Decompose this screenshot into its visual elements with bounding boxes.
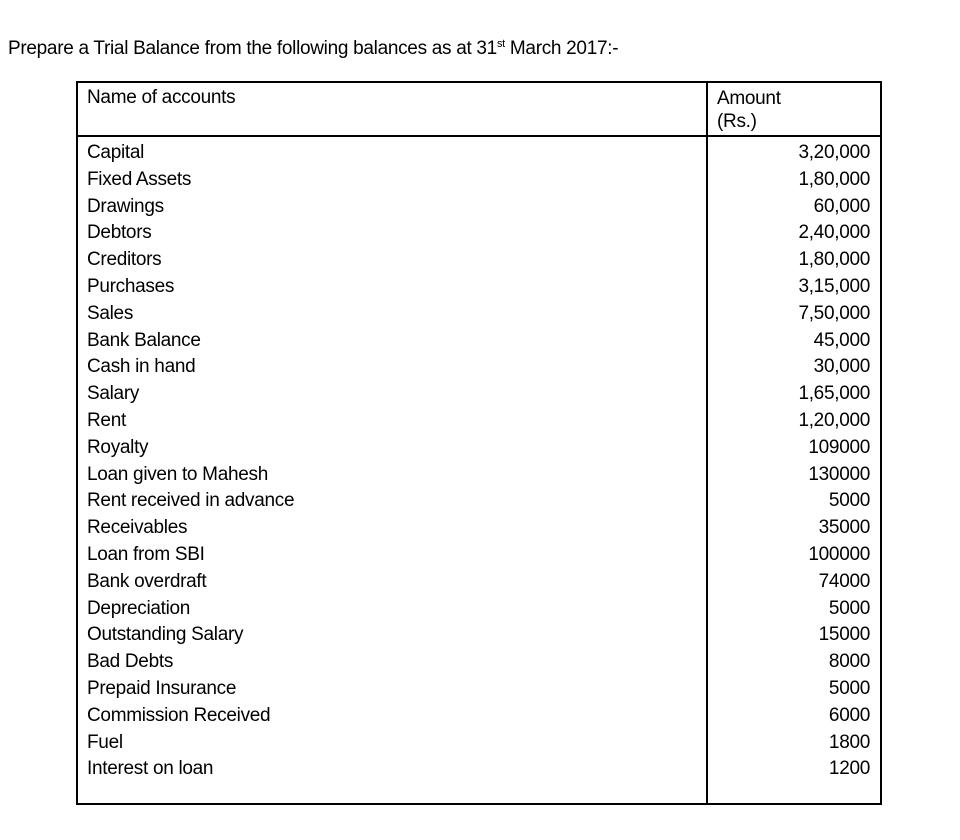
table-row [78,381,880,408]
account-amount: 130000 [808,463,870,485]
account-amount: 3,20,000 [798,142,870,163]
account-name: Cash in hand [87,356,196,378]
table-row [78,515,880,542]
account-amount: 6000 [828,704,870,726]
account-name: Sales [87,302,134,324]
account-name: Rent received in advance [87,490,295,512]
account-name: Bank overdraft [87,570,207,592]
heading-suffix: March 2017:- [504,38,619,59]
table-row [78,462,880,489]
table-row [78,301,880,328]
heading-prefix: Prepare a Trial Balance from the following balances as at 31 [8,38,497,59]
account-name: Outstanding Salary [87,624,244,646]
account-amount: 15000 [818,624,870,646]
table-row [78,435,880,462]
account-name: Fuel [87,731,123,753]
header-name-of-accounts: Name of accounts [87,87,236,108]
heading-superscript: st [496,38,505,50]
account-name: Loan from SBI [87,543,205,565]
account-amount: 1,65,000 [798,383,870,405]
header-divider [78,135,880,137]
account-name: Bad Debts [87,651,174,673]
account-name: Receivables [87,517,188,539]
table-row [78,140,880,167]
table-row [78,730,880,757]
table-body [78,140,880,783]
table-row [78,622,880,649]
table-row [78,274,880,301]
account-amount: 35000 [818,517,870,539]
account-name: Purchases [87,275,175,297]
account-name: Creditors [87,249,162,271]
account-amount: 5000 [828,597,870,619]
account-amount: 45,000 [813,329,870,351]
account-amount: 5000 [828,677,870,699]
table-row [78,194,880,221]
account-amount: 1,20,000 [798,409,870,431]
table-row [78,247,880,274]
table-row [78,220,880,247]
table-row [78,328,880,355]
account-amount: 3,15,000 [798,275,870,297]
account-name: Fixed Assets [87,168,192,190]
table-row [78,649,880,676]
account-amount: 1,80,000 [798,168,870,190]
account-name: Loan given to Mahesh [87,463,268,485]
account-amount: 109000 [808,436,870,458]
account-amount: 2,40,000 [798,222,870,244]
account-amount: 1,80,000 [798,249,870,271]
table-row [78,596,880,623]
account-name: Rent [87,409,126,431]
table-row [78,703,880,730]
table-row [78,676,880,703]
table-row [78,756,880,783]
account-amount: 8000 [828,651,870,673]
table-row [78,408,880,435]
table-row [78,569,880,596]
header-amount [717,87,781,133]
account-amount: 100000 [808,543,870,565]
account-amount: 74000 [818,570,870,592]
header-amount-line2: (Rs.) [717,111,757,132]
account-amount: 60,000 [813,195,870,217]
table-row [78,354,880,381]
table-row [78,488,880,515]
account-name: Salary [87,383,140,405]
account-name: Depreciation [87,597,191,619]
account-amount: 1800 [828,731,870,753]
account-name: Bank Balance [87,329,201,351]
account-amount: 5000 [828,490,870,512]
account-name: Commission Received [87,704,271,726]
account-amount: 1200 [828,758,870,780]
table-row [78,542,880,569]
account-name: Prepaid Insurance [87,677,237,699]
account-name: Debtors [87,222,152,244]
account-name: Capital [87,142,145,163]
account-name: Drawings [87,195,164,217]
table-row [78,167,880,194]
account-name: Interest on loan [87,758,214,780]
account-name: Royalty [87,436,149,458]
question-heading [8,38,618,60]
balances-table [76,81,882,805]
account-amount: 7,50,000 [798,302,870,324]
header-amount-line1: Amount [717,88,781,109]
account-amount: 30,000 [813,356,870,378]
